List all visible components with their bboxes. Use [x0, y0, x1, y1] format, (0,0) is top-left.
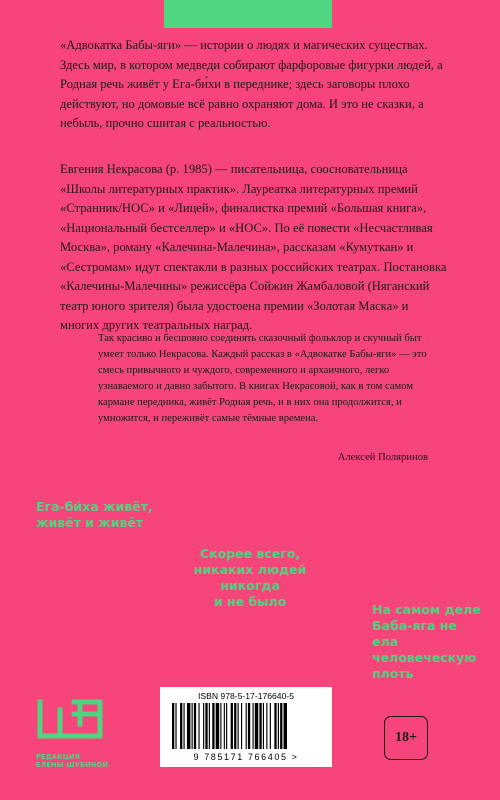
- age-rating-badge: 18+: [384, 716, 428, 760]
- barcode-bar: [220, 703, 221, 749]
- review-quote: Так красиво и бесшовно соединять сказочный фольклор и скучный быт умеет только Некрасова. Каждый рассказ в «Адвокатке Бабы-яги» — это смесь привычного и чуждого, современного и архаичного, легко узнаваемого и давно забытого. В книгах Некрасовой, как в том самом кармане передника, живёт Родная речь, и в них она продолжится, и умножится, и переживёт самые тёмные времена.: [98, 333, 427, 424]
- barcode-bar: [263, 703, 264, 749]
- barcode-block: [160, 687, 332, 767]
- barcode-bar: [246, 703, 247, 749]
- pull-quote-line: человеческую: [372, 650, 477, 665]
- barcode-bar: [278, 703, 279, 749]
- barcode-bar: [192, 703, 193, 749]
- barcode-bar: [209, 703, 210, 749]
- pull-quote-line: На самом деле: [372, 602, 481, 617]
- barcode-bar: [216, 703, 219, 749]
- annotation-paragraph: «Адвокатка Бабы-яги» — истории о людях и магических существах. Здесь мир, в котором медведи собирают фарфоровые фигурки людей, а Родная речь живёт у Ега-би́хи в переднике; здесь заговоры плохо действуют, но домовые всё равно охраняют дома. И это не сказки, а небыль, прочно сшитая с реальностью.: [60, 38, 443, 130]
- barcode-bar: [248, 703, 250, 749]
- barcode-bar: [270, 703, 271, 749]
- barcode-bar: [253, 703, 254, 749]
- isbn-label: ISBN 978-5-17-176640-5: [197, 691, 295, 701]
- publisher-name: [36, 753, 116, 769]
- barcode-bar: [274, 703, 276, 749]
- review-author: Алексей Поляринов: [337, 452, 428, 463]
- pull-quote-line: и не было: [213, 594, 287, 609]
- barcode-bar: [212, 703, 214, 749]
- pull-quote-1: [36, 499, 153, 531]
- pull-quote-line: живёт и живёт: [36, 515, 144, 530]
- barcode-icon: [168, 703, 324, 751]
- pull-quote-line: никогда: [220, 578, 280, 593]
- barcode-bar: [184, 703, 185, 749]
- barcode-bar: [241, 703, 242, 749]
- barcode-bar: [180, 703, 182, 749]
- barcode-digits: 9 785171 766405 >: [193, 752, 299, 762]
- publisher-line: РЕДАКЦИЯ: [36, 753, 81, 761]
- barcode-bar: [226, 703, 227, 749]
- barcode-bar: [194, 703, 196, 749]
- barcode-bar: [205, 703, 207, 749]
- pull-quote-line: Ега-би́ха живёт,: [36, 499, 153, 514]
- barcode-bar: [224, 703, 225, 749]
- publisher-line: ЕЛЕНЫ ШУБИНОЙ: [36, 761, 109, 769]
- pull-quote-line: Скорее всего,: [199, 546, 301, 561]
- barcode-bar: [203, 703, 204, 749]
- barcode-bar: [284, 703, 287, 749]
- pull-quote-line: никаких людей: [193, 562, 307, 577]
- barcode-bar: [187, 703, 190, 749]
- pull-quote-3: [372, 602, 482, 682]
- top-green-band: [164, 0, 332, 28]
- barcode-bar: [172, 703, 174, 749]
- barcode-bar: [238, 703, 239, 749]
- barcode-bar: [266, 703, 267, 749]
- barcode-bar: [259, 703, 261, 749]
- pull-quote-2: [176, 546, 324, 610]
- author-bio-paragraph: Евгения Некрасова (р. 1985) — писательница, соосновательница «Школы литературных практик». Лауреатка литературных премий «Странник/НОС» и «Лицей», финалистка премий «Большая книга», «Национальный бестселлер» и «НОС». По её повести «Несчастливая Москва», роману «Калечина-Малечина», рассказам «Кумуткан» и «Сестромам» идут спектакли в разных российских театрах. Постановка «Калечины-Малечины» режиссёра Сойжин Жамбаловой (Няганский театр юного зрителя) была удостоена премии «Золотая Маска» и многих других театральных наград.: [60, 162, 447, 332]
- pull-quote-line: Баба-яга не ела: [372, 618, 457, 649]
- barcode-bar: [255, 703, 258, 749]
- barcode-bar: [198, 703, 199, 749]
- barcode-bar: [231, 703, 233, 749]
- barcode-bar: [280, 703, 282, 749]
- pull-quote-line: плоть: [372, 666, 414, 681]
- barcode-bar: [175, 703, 176, 749]
- barcode-bar: [234, 703, 236, 749]
